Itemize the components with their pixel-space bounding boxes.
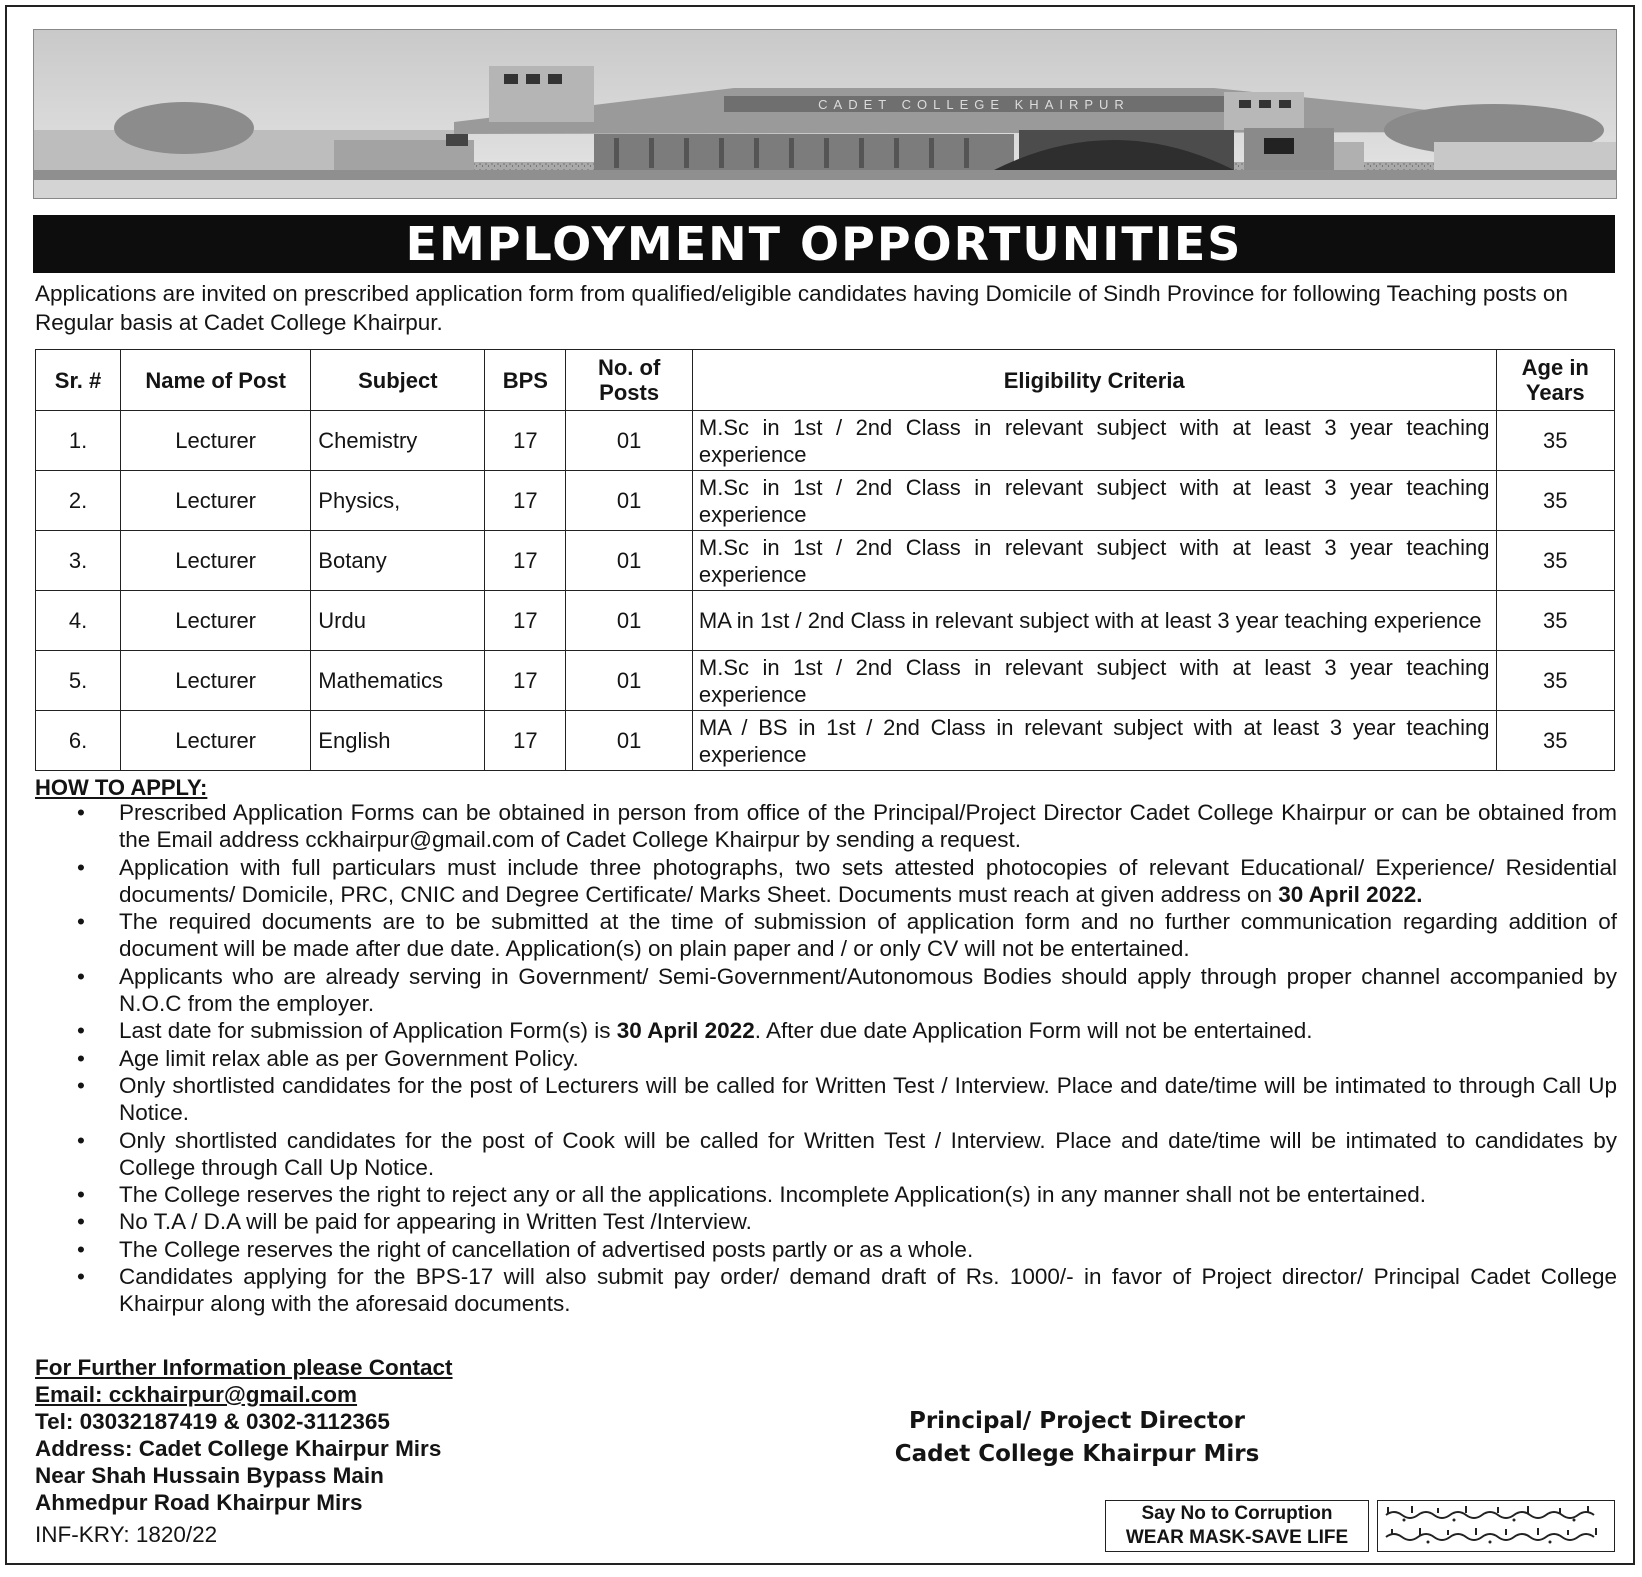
cell-age: 35	[1496, 591, 1614, 651]
building-illustration	[34, 30, 1616, 198]
cell-post: Lecturer	[121, 591, 311, 651]
cell-age: 35	[1496, 651, 1614, 711]
cell-post: Lecturer	[121, 651, 311, 711]
building-sign-text: CADET COLLEGE KHAIRPUR	[818, 97, 1130, 112]
cell-subject: English	[311, 711, 485, 771]
cell-criteria: M.Sc in 1st / 2nd Class in relevant subject with at least 3 year teaching experience	[692, 411, 1496, 471]
say-no-to-corruption-box	[1105, 1500, 1369, 1552]
cell-age: 35	[1496, 471, 1614, 531]
signature-org: Cadet College Khairpur Mirs	[894, 1441, 1260, 1467]
cell-criteria: M.Sc in 1st / 2nd Class in relevant subject with at least 3 year teaching experience	[692, 531, 1496, 591]
cell-sr: 6.	[36, 711, 121, 771]
list-item: • Only shortlisted candidates for the post of Lecturers will be called for Written Test / Interview. Place and date/time will be intimated to through Call Up Notice.	[35, 1072, 1617, 1127]
cell-sr: 1.	[36, 411, 121, 471]
contact-block	[35, 1354, 453, 1516]
list-item: • The College reserves the right to reject any or all the applications. Incomplete Application(s) in any manner shall not be entertained.	[35, 1181, 1617, 1208]
table-row	[36, 651, 1615, 711]
cell-age: 35	[1496, 711, 1614, 771]
list-item: • No T.A / D.A will be paid for appearing in Written Test /Interview.	[35, 1208, 1617, 1235]
contact-email[interactable]: Email: cckhairpur@gmail.com	[35, 1382, 358, 1407]
cell-criteria: MA in 1st / 2nd Class in relevant subject with at least 3 year teaching experience	[692, 591, 1496, 651]
table-row	[36, 711, 1615, 771]
cell-posts: 01	[566, 471, 693, 531]
cell-subject: Botany	[311, 531, 485, 591]
cell-post: Lecturer	[121, 471, 311, 531]
list-item: • Application with full particulars must include three photographs, two sets attested photocopies of relevant Educational/ Experience/ Residential documents/ Domicile, PRC, CNIC and Degree Certificate/ Marks Sheet. Documents must reach at given address on 30 April 2022.	[35, 854, 1617, 909]
cell-bps: 17	[485, 651, 566, 711]
contact-tel: Tel: 03032187419 & 0302-3112365	[35, 1409, 390, 1434]
inf-number: INF-KRY: 1820/22	[35, 1522, 218, 1547]
corruption-line-1: Say No to Corruption	[1141, 1503, 1333, 1524]
urdu-slogan-box	[1377, 1500, 1615, 1552]
cell-criteria: MA / BS in 1st / 2nd Class in relevant subject with at least 3 year teaching experience	[692, 711, 1496, 771]
cell-posts: 01	[566, 651, 693, 711]
posts-table	[35, 349, 1615, 771]
header-no-of-posts: No. of Posts	[566, 350, 693, 411]
cell-sr: 4.	[36, 591, 121, 651]
cell-posts: 01	[566, 591, 693, 651]
cell-criteria: M.Sc in 1st / 2nd Class in relevant subject with at least 3 year teaching experience	[692, 651, 1496, 711]
cell-bps: 17	[485, 471, 566, 531]
cell-subject: Chemistry	[311, 411, 485, 471]
cell-posts: 01	[566, 531, 693, 591]
cell-post: Lecturer	[121, 711, 311, 771]
table-row	[36, 471, 1615, 531]
header-subject: Subject	[311, 350, 485, 411]
cell-age: 35	[1496, 411, 1614, 471]
cell-posts: 01	[566, 411, 693, 471]
signature-title: Principal/ Project Director	[908, 1408, 1246, 1434]
cell-bps: 17	[485, 531, 566, 591]
list-item: • Candidates applying for the BPS-17 will also submit pay order/ demand draft of Rs. 1000/- in favor of Project director/ Principal Cadet College Khairpur along with the aforesaid documents.	[35, 1263, 1617, 1318]
list-item: • Last date for submission of Application Form(s) is 30 April 2022. After due date Application Form will not be entertained.	[35, 1017, 1617, 1044]
cell-post: Lecturer	[121, 411, 311, 471]
cell-age: 35	[1496, 531, 1614, 591]
cell-sr: 2.	[36, 471, 121, 531]
cell-sr: 3.	[36, 531, 121, 591]
table-row	[36, 591, 1615, 651]
signature-block	[887, 1405, 1267, 1471]
list-item: • Applicants who are already serving in Government/ Semi-Government/Autonomous Bodies should apply through proper channel accompanied by N.O.C from the employer.	[35, 963, 1617, 1018]
contact-address-line-3: Ahmedpur Road Khairpur Mirs	[35, 1490, 363, 1515]
cell-bps: 17	[485, 711, 566, 771]
contact-address-line-1: Address: Cadet College Khairpur Mirs	[35, 1436, 442, 1461]
header-bps: BPS	[485, 350, 566, 411]
list-item: • Age limit relax able as per Government Policy.	[35, 1045, 1617, 1072]
table-row	[36, 531, 1615, 591]
contact-heading: For Further Information please Contact	[35, 1355, 453, 1380]
table-row	[36, 411, 1615, 471]
header-eligibility-criteria: Eligibility Criteria	[692, 350, 1496, 411]
list-item: • The College reserves the right of cancellation of advertised posts partly or as a whole.	[35, 1236, 1617, 1263]
cell-sr: 5.	[36, 651, 121, 711]
cell-subject: Urdu	[311, 591, 485, 651]
cell-criteria: M.Sc in 1st / 2nd Class in relevant subject with at least 3 year teaching experience	[692, 471, 1496, 531]
contact-address-line-2: Near Shah Hussain Bypass Main	[35, 1463, 384, 1488]
list-item: • The required documents are to be submitted at the time of submission of application form and no further communication regarding addition of document will be made after due date. Application(s) on plain paper and / or only CV will not be entertained.	[35, 908, 1617, 963]
page-title: EMPLOYMENT OPPORTUNITIES	[33, 215, 1615, 273]
intro-paragraph: Applications are invited on prescribed application form from qualified/eligible candidates having Domicile of Sindh Province for following Teaching posts on Regular basis at Cadet College Khairpur.	[35, 281, 1568, 335]
cell-bps: 17	[485, 411, 566, 471]
header-age-in-years: Age in Years	[1496, 350, 1614, 411]
how-to-apply-list	[35, 799, 1617, 1318]
corruption-line-2: WEAR MASK-SAVE LIFE	[1125, 1527, 1349, 1548]
cell-subject: Physics,	[311, 471, 485, 531]
table-header-row	[36, 350, 1615, 411]
list-item: • Only shortlisted candidates for the post of Cook will be called for Written Test / Interview. Place and date/time will be intimated to candidates by College through Call Up Notice.	[35, 1127, 1617, 1182]
cell-subject: Mathematics	[311, 651, 485, 711]
advertisement-page	[5, 5, 1635, 1565]
how-to-apply-heading: HOW TO APPLY:	[35, 775, 208, 800]
header-name-of-post: Name of Post	[121, 350, 311, 411]
cell-post: Lecturer	[121, 531, 311, 591]
cell-bps: 17	[485, 591, 566, 651]
cell-posts: 01	[566, 711, 693, 771]
list-item: • Prescribed Application Forms can be obtained in person from office of the Principal/Project Director Cadet College Khairpur or can be obtained from the Email address cckhairpur@gmail.com of Cadet College Khairpur by sending a request.	[35, 799, 1617, 854]
college-building-photo	[33, 29, 1617, 199]
urdu-slogan-lettering	[1378, 1501, 1613, 1550]
header-sr: Sr. #	[36, 350, 121, 411]
